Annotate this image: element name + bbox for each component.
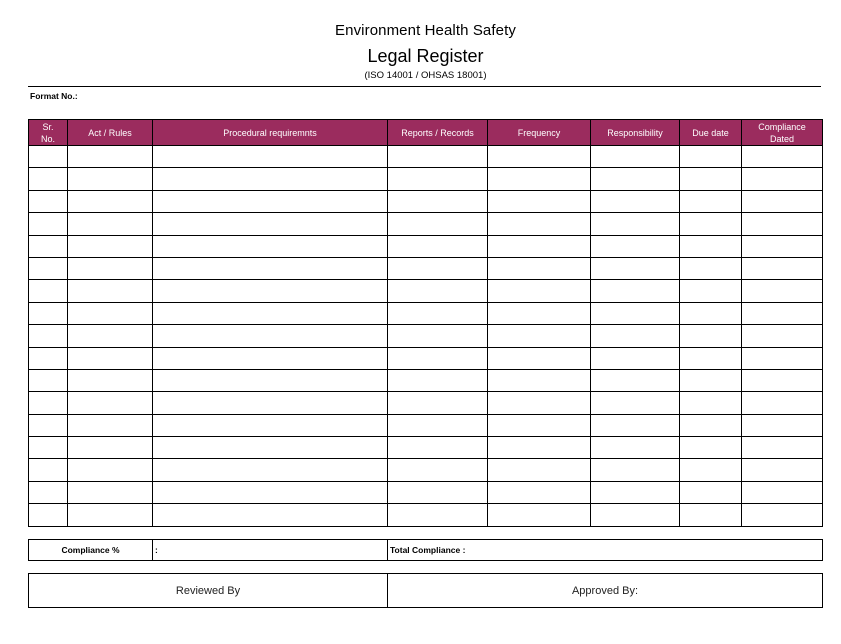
table-cell[interactable]	[680, 414, 742, 436]
table-cell[interactable]	[488, 190, 591, 212]
table-cell[interactable]	[742, 302, 823, 324]
table-cell[interactable]	[153, 459, 388, 481]
approved-by-field[interactable]: Approved By:	[388, 574, 823, 608]
table-cell[interactable]	[591, 325, 680, 347]
table-cell[interactable]	[680, 257, 742, 279]
table-cell[interactable]	[680, 280, 742, 302]
table-cell[interactable]	[488, 459, 591, 481]
table-cell[interactable]	[488, 392, 591, 414]
table-cell[interactable]	[591, 257, 680, 279]
table-cell[interactable]	[68, 392, 153, 414]
table-cell[interactable]	[29, 504, 68, 526]
table-cell[interactable]	[742, 481, 823, 503]
table-cell[interactable]	[680, 369, 742, 391]
signoff-table	[28, 573, 823, 608]
table-cell[interactable]	[591, 481, 680, 503]
table-cell[interactable]	[388, 257, 488, 279]
table-row	[29, 168, 823, 190]
table-cell[interactable]	[680, 437, 742, 459]
table-cell[interactable]	[488, 504, 591, 526]
table-cell[interactable]	[68, 146, 153, 168]
table-cell[interactable]	[68, 257, 153, 279]
table-cell[interactable]	[388, 213, 488, 235]
reviewed-by-field[interactable]: Reviewed By	[29, 574, 388, 608]
table-row	[29, 235, 823, 257]
table-row	[29, 213, 823, 235]
table-cell[interactable]	[153, 347, 388, 369]
table-row	[29, 414, 823, 436]
table-cell[interactable]	[29, 437, 68, 459]
table-cell[interactable]	[591, 459, 680, 481]
table-cell[interactable]	[488, 146, 591, 168]
table-cell[interactable]	[488, 437, 591, 459]
table-cell[interactable]	[153, 325, 388, 347]
col-header-sr-no: Sr. No.	[29, 120, 68, 146]
col-header-reports-records: Reports / Records	[388, 120, 488, 146]
table-cell[interactable]	[68, 168, 153, 190]
table-cell[interactable]	[680, 190, 742, 212]
table-cell[interactable]	[680, 213, 742, 235]
table-cell[interactable]	[153, 369, 388, 391]
document-title: Environment Health Safety	[335, 22, 516, 39]
table-row	[29, 257, 823, 279]
table-cell[interactable]	[29, 481, 68, 503]
table-row	[29, 481, 823, 503]
table-cell[interactable]	[29, 392, 68, 414]
table-cell[interactable]	[388, 347, 488, 369]
table-cell[interactable]	[591, 414, 680, 436]
table-cell[interactable]	[591, 302, 680, 324]
col-header-frequency: Frequency	[488, 120, 591, 146]
table-cell[interactable]	[742, 257, 823, 279]
table-cell[interactable]	[742, 504, 823, 526]
table-cell[interactable]	[488, 257, 591, 279]
table-cell[interactable]	[29, 146, 68, 168]
table-cell[interactable]	[29, 190, 68, 212]
compliance-percent-field[interactable]: :	[153, 540, 388, 561]
table-cell[interactable]	[68, 459, 153, 481]
table-cell[interactable]	[153, 392, 388, 414]
table-cell[interactable]	[388, 481, 488, 503]
table-cell[interactable]	[488, 302, 591, 324]
table-cell[interactable]	[29, 414, 68, 436]
table-cell[interactable]	[153, 302, 388, 324]
table-cell[interactable]	[742, 168, 823, 190]
table-cell[interactable]	[153, 213, 388, 235]
table-cell[interactable]	[680, 347, 742, 369]
table-cell[interactable]	[153, 190, 388, 212]
table-cell[interactable]	[488, 414, 591, 436]
format-number-label: Format No.:	[30, 91, 78, 101]
table-cell[interactable]	[591, 235, 680, 257]
compliance-summary	[28, 539, 823, 561]
table-cell[interactable]	[488, 213, 591, 235]
table-row	[29, 347, 823, 369]
table-cell[interactable]	[68, 302, 153, 324]
table-cell[interactable]	[68, 235, 153, 257]
table-cell[interactable]	[68, 190, 153, 212]
table-row	[29, 369, 823, 391]
table-row	[29, 459, 823, 481]
table-cell[interactable]	[68, 325, 153, 347]
header-divider	[28, 86, 821, 87]
table-row	[29, 392, 823, 414]
table-cell[interactable]	[680, 481, 742, 503]
table-cell[interactable]	[153, 481, 388, 503]
col-header-procedural-requirements: Procedural requiremnts	[153, 120, 388, 146]
table-cell[interactable]	[29, 168, 68, 190]
table-cell[interactable]	[68, 213, 153, 235]
table-cell[interactable]	[388, 504, 488, 526]
table-cell[interactable]	[29, 459, 68, 481]
table-cell[interactable]	[153, 235, 388, 257]
table-cell[interactable]	[488, 325, 591, 347]
table-row	[29, 146, 823, 168]
table-cell[interactable]	[742, 213, 823, 235]
table-cell[interactable]	[153, 504, 388, 526]
compliance-percent-label: Compliance %	[29, 540, 153, 561]
standards-reference: (ISO 14001 / OHSAS 18001)	[364, 70, 487, 81]
table-row	[29, 280, 823, 302]
table-cell[interactable]	[68, 414, 153, 436]
table-cell[interactable]	[488, 235, 591, 257]
table-cell[interactable]	[388, 190, 488, 212]
table-cell[interactable]	[29, 347, 68, 369]
table-cell[interactable]	[68, 481, 153, 503]
table-cell[interactable]	[29, 325, 68, 347]
table-cell[interactable]	[68, 280, 153, 302]
table-cell[interactable]	[388, 235, 488, 257]
table-cell[interactable]	[388, 369, 488, 391]
table-cell[interactable]	[388, 459, 488, 481]
table-cell[interactable]	[680, 235, 742, 257]
table-cell[interactable]	[388, 280, 488, 302]
table-cell[interactable]	[591, 504, 680, 526]
table-cell[interactable]	[488, 481, 591, 503]
table-cell[interactable]	[29, 302, 68, 324]
table-cell[interactable]	[742, 347, 823, 369]
table-cell[interactable]	[680, 504, 742, 526]
table-cell[interactable]	[29, 235, 68, 257]
table-cell[interactable]	[742, 146, 823, 168]
total-compliance-field[interactable]: Total Compliance :	[388, 540, 823, 561]
table-cell[interactable]	[591, 190, 680, 212]
table-cell[interactable]	[29, 257, 68, 279]
table-cell[interactable]	[591, 392, 680, 414]
table-cell[interactable]	[742, 392, 823, 414]
col-header-compliance-dated: Compliance Dated	[742, 120, 823, 146]
table-cell[interactable]	[153, 280, 388, 302]
table-cell[interactable]	[153, 414, 388, 436]
table-row	[29, 325, 823, 347]
table-cell[interactable]	[388, 325, 488, 347]
table-cell[interactable]	[742, 235, 823, 257]
table-cell[interactable]	[388, 302, 488, 324]
col-header-responsibility: Responsibility	[591, 120, 680, 146]
table-row	[29, 302, 823, 324]
table-cell[interactable]	[742, 190, 823, 212]
table-cell[interactable]	[591, 146, 680, 168]
table-row	[29, 190, 823, 212]
table-body	[29, 146, 823, 527]
table-cell[interactable]	[680, 459, 742, 481]
table-cell[interactable]	[488, 369, 591, 391]
table-cell[interactable]	[29, 369, 68, 391]
table-cell[interactable]	[591, 347, 680, 369]
table-cell[interactable]	[153, 437, 388, 459]
table-cell[interactable]	[591, 168, 680, 190]
table-cell[interactable]	[388, 146, 488, 168]
table-cell[interactable]	[29, 280, 68, 302]
table-cell[interactable]	[742, 437, 823, 459]
table-cell[interactable]	[680, 392, 742, 414]
table-cell[interactable]	[680, 325, 742, 347]
table-cell[interactable]	[388, 414, 488, 436]
table-cell[interactable]	[742, 414, 823, 436]
table-cell[interactable]	[591, 280, 680, 302]
table-cell[interactable]	[742, 369, 823, 391]
table-cell[interactable]	[488, 347, 591, 369]
table-cell[interactable]	[29, 213, 68, 235]
table-cell[interactable]	[68, 347, 153, 369]
col-header-act-rules: Act / Rules	[68, 120, 153, 146]
table-row	[29, 504, 823, 526]
table-cell[interactable]	[388, 168, 488, 190]
table-cell[interactable]	[68, 504, 153, 526]
table-cell[interactable]	[488, 168, 591, 190]
document-subtitle: Legal Register	[367, 46, 484, 66]
table-cell[interactable]	[591, 213, 680, 235]
table-cell[interactable]	[488, 280, 591, 302]
legal-register-table	[28, 119, 823, 527]
table-cell[interactable]	[680, 146, 742, 168]
col-header-due-date: Due date	[680, 120, 742, 146]
table-cell[interactable]	[68, 437, 153, 459]
table-cell[interactable]	[388, 437, 488, 459]
table-cell[interactable]	[680, 302, 742, 324]
table-cell[interactable]	[680, 168, 742, 190]
table-cell[interactable]	[742, 325, 823, 347]
table-cell[interactable]	[68, 369, 153, 391]
table-cell[interactable]	[742, 459, 823, 481]
table-cell[interactable]	[153, 146, 388, 168]
table-header-row	[29, 120, 823, 146]
table-cell[interactable]	[153, 257, 388, 279]
table-cell[interactable]	[591, 437, 680, 459]
table-cell[interactable]	[153, 168, 388, 190]
table-cell[interactable]	[388, 392, 488, 414]
table-cell[interactable]	[591, 369, 680, 391]
table-row	[29, 437, 823, 459]
table-cell[interactable]	[742, 280, 823, 302]
